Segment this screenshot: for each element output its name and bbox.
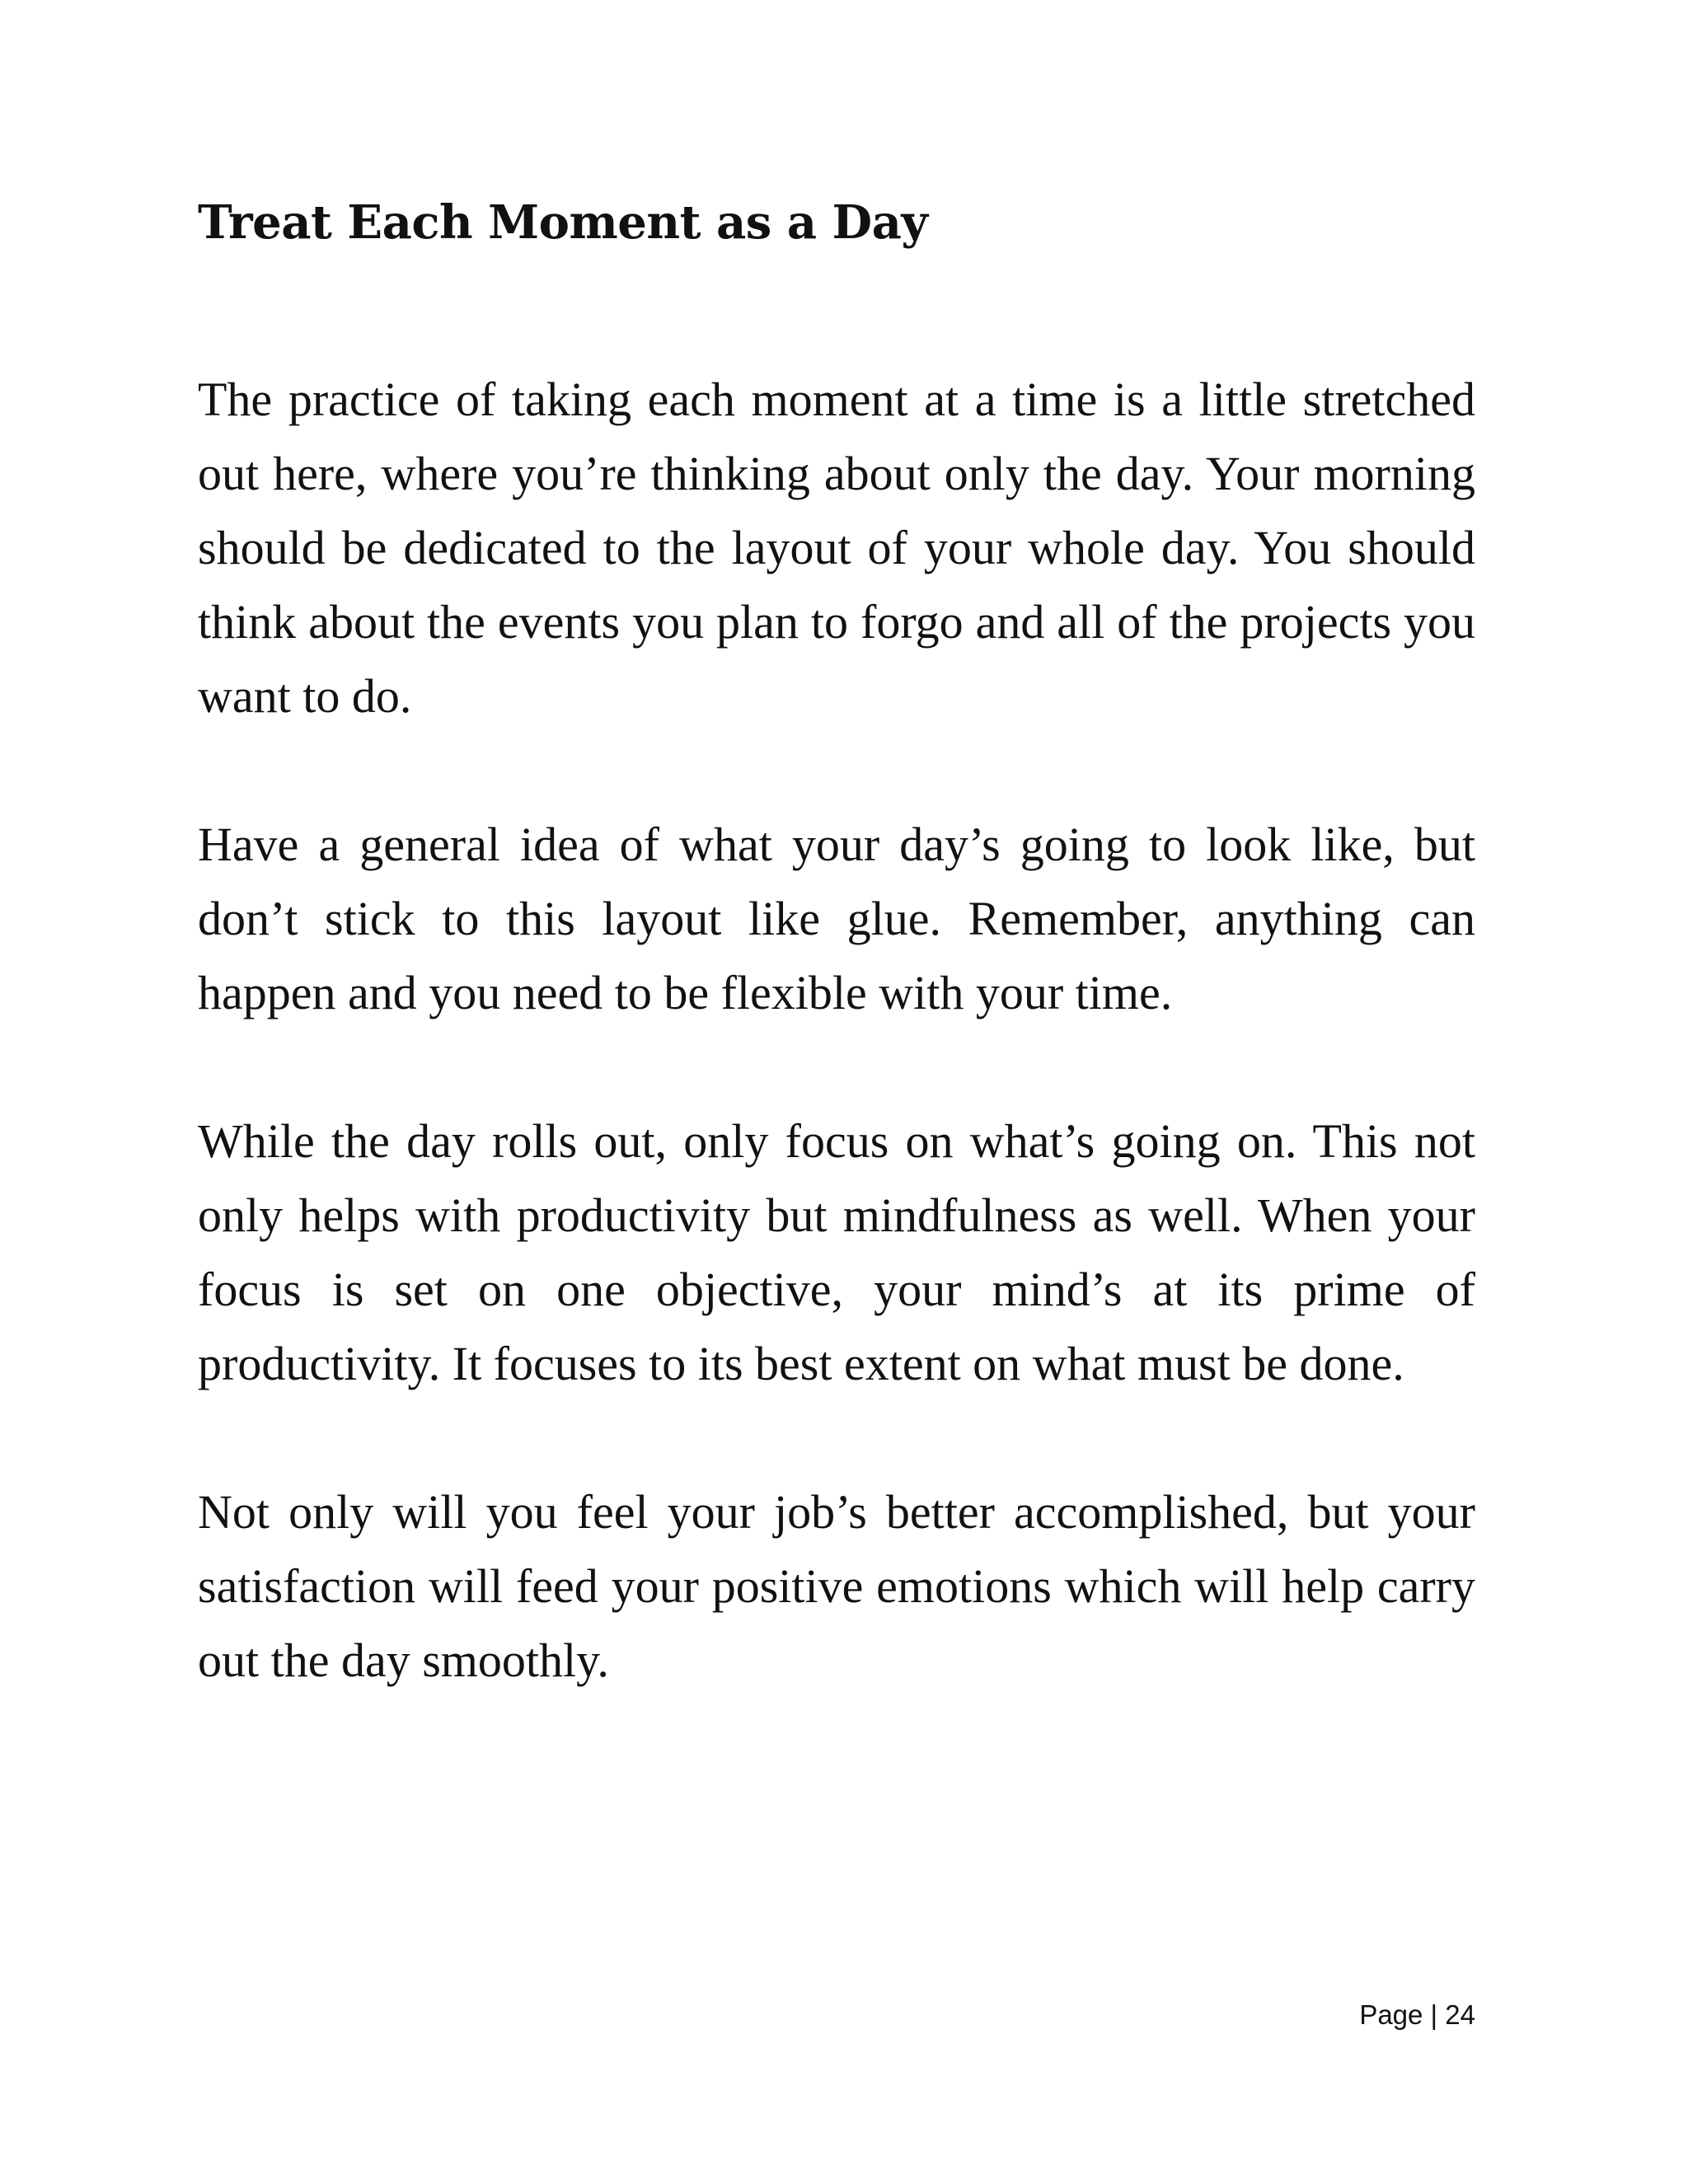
page-number: Page | 24 xyxy=(1359,1999,1475,2030)
body-paragraph-2: Have a general idea of what your day’s going to look like, but don’t stick to this layout like glue. Remember, anything can happen and you need to be flexible with your time. xyxy=(198,818,1475,1019)
body-paragraph-3: While the day rolls out, only focus on what’s going on. This not only helps with productivity but mindfulness as well. When your focus is set on one objective, your mind’s at its prime of productivity. It focuses to its best extent on what must be done. xyxy=(198,1114,1475,1390)
body-paragraph-1: The practice of taking each moment at a time is a little stretched out here, where you’re thinking about only the day. Your morning should be dedicated to the layout of your whole day. You should think about the events you plan to forgo and all of the projects you want to do. xyxy=(198,373,1475,723)
body-paragraph-4: Not only will you feel your job’s better accomplished, but your satisfaction will feed your positive emotions which will help carry out the day smoothly. xyxy=(198,1485,1475,1687)
section-heading: Treat Each Moment as a Day xyxy=(198,195,928,250)
page-content xyxy=(198,190,1475,1698)
